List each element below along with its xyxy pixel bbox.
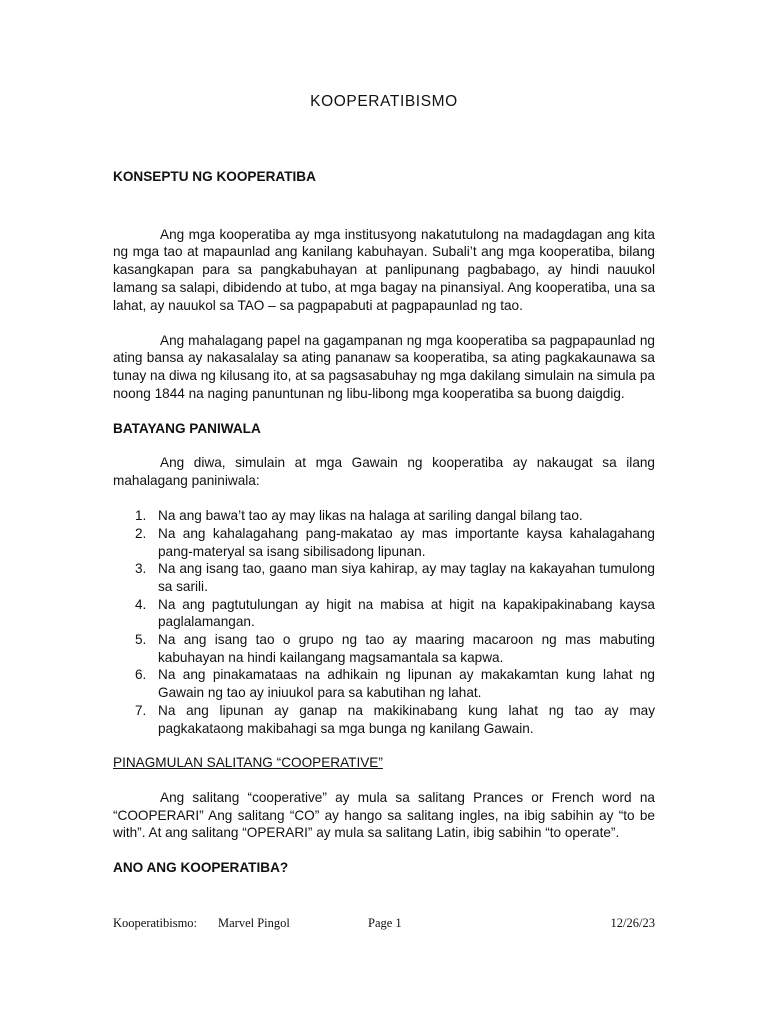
paragraph-konseptu-2: Ang mahalagang papel na gagampanan ng mga kooperatiba sa pagpapaunlad ng ating bansa ay nakasalalay sa ating pananaw sa kooperatiba, sa ating pagkakaunawa sa tunay na diwa ng kilusang ito, at sa pagsasabuhay ng mga dakilang simulain na simula pa noong 1844 na naging panuntunan ng libu-libong mga kooperatiba sa buong daigdig. bbox=[113, 332, 655, 401]
list-item: 7. Na ang lipunan ay ganap na makikinabang kung lahat ng tao ay may pagkakataong makibahagi sa mga bunga ng kanilang Gawain. bbox=[135, 702, 655, 736]
document-body bbox=[113, 168, 655, 877]
list-item: 5. Na ang isang tao o grupo ng tao ay maaring macaroon ng mas mabuting kabuhayan na hindi kailangang magsamantala sa kapwa. bbox=[135, 632, 655, 665]
document-title: KOOPERATIBISMO bbox=[310, 93, 458, 110]
list-item: 3. Na ang isang tao, gaano man siya kahirap, ay may taglay na kakayahan tumulong sa sarili. bbox=[135, 561, 655, 594]
footer-date: 12/26/23 bbox=[610, 916, 655, 930]
footer-doc-name: Kooperatibismo: bbox=[113, 916, 198, 930]
list-item: 2. Na ang kahalagahang pang-makatao ay mas importante kaysa kahalagahang pang-materyal sa isang sibilisadong lipunan. bbox=[135, 525, 655, 559]
section-heading-ano-ang-kooperatiba: ANO ANG KOOPERATIBA? bbox=[113, 860, 289, 876]
paragraph-pinagmulan: Ang salitang “cooperative” ay mula sa salitang Prances or French word na “COOPERARI” Ang salitang “CO” ay hango sa salitang ingles, na ibig sabihin ay “to be with”. At ang salitang “OPERARI” ay mula sa salitang Latin, ibig sabihin “to operate”. bbox=[113, 789, 655, 841]
section-heading-pinagmulan: PINAGMULAN SALITANG “COOPERATIVE” bbox=[113, 755, 383, 771]
section-heading-batayang-paniwala: BATAYANG PANIWALA bbox=[113, 420, 261, 436]
paragraph-konseptu-1: Ang mga kooperatiba ay mga institusyong nakatutulong na madagdagan ang kita ng mga tao at mapaunlad ang kanilang kabuhayan. Subali’t ang mga kooperatiba, bilang kasangkapan para sa pangkabuhayan at panlipunang pagbabago, ay hindi nauukol lamang sa salapi, dibidendo at tubo, at mga bagay na pinansiyal. Ang kooperatiba, una sa lahat, ay nauukol sa TAO – sa pagpapabuti at pagpapaunlad ng tao. bbox=[113, 226, 655, 313]
beliefs-list bbox=[113, 507, 655, 737]
list-item: 6. Na ang pinakamataas na adhikain ng lipunan ay makakamtan kung lahat ng Gawain ng tao ay iniuukol para sa kabutihan ng lahat. bbox=[135, 667, 655, 701]
list-item: 4. Na ang pagtutulungan ay higit na mabisa at higit na kapakipakinabang kaysa paglalamangan. bbox=[135, 596, 655, 630]
section-heading-konseptu: KONSEPTU NG KOOPERATIBA bbox=[113, 169, 316, 184]
footer-page-number: Page 1 bbox=[368, 916, 402, 930]
paragraph-batayang-intro: Ang diwa, simulain at mga Gawain ng kooperatiba ay nakaugat sa ilang mahalagang paniniwala: bbox=[113, 455, 655, 488]
footer-author: Marvel Pingol bbox=[218, 916, 290, 930]
list-item: 1. Na ang bawa’t tao ay may likas na halaga at sariling dangal bilang tao. bbox=[135, 508, 583, 524]
